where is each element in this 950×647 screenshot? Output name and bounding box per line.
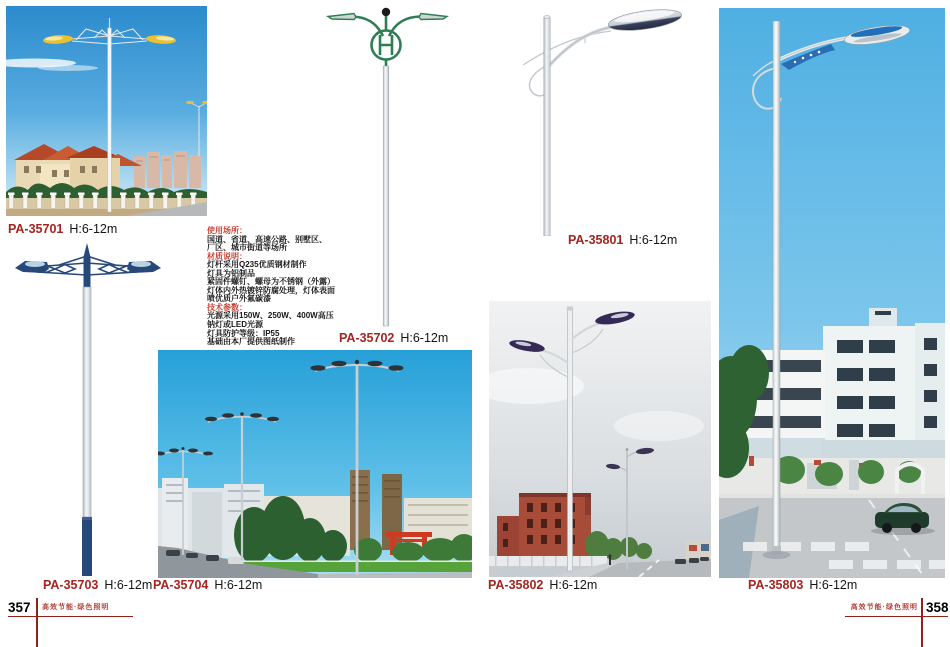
illustration-pa-35801: [505, 3, 695, 236]
footer-rule-right: [845, 616, 948, 617]
pole: [544, 17, 550, 236]
spec-line: 厂区、城市街道等场所: [207, 243, 287, 253]
page-number-right: 358: [926, 600, 949, 615]
streetlight-drawing-truss-arms: [13, 243, 163, 576]
spec-line: 钠灯或LED光源: [207, 320, 263, 330]
street-scene-tall: [719, 8, 945, 578]
spec-line: 灯体内外热镀锌防腐处理，灯体表面: [207, 285, 335, 295]
photo-pa-35701: [6, 6, 207, 216]
footer-divider-right: [921, 598, 923, 647]
caption-pa-35703: [43, 578, 152, 592]
pole: [383, 66, 389, 326]
pole-base: [82, 517, 92, 576]
illustration-pa-35703: [13, 243, 163, 576]
spec-line: 国道、省道、高速公路、别墅区、: [207, 234, 327, 244]
pole: [773, 21, 780, 551]
spec-line: 灯具为铝制品: [207, 268, 255, 278]
product-height: H:6-12m: [809, 578, 858, 592]
street-scene-hazy: [489, 301, 711, 577]
photo-pa-35802: [489, 301, 711, 577]
caption-pa-35704: [153, 578, 262, 592]
footer-rule-left: [8, 616, 133, 617]
product-code: PA-35801: [568, 233, 624, 247]
spec-line: 基础由本厂提供图纸制作: [207, 337, 295, 347]
spec-line: 光源采用150W、250W、400W高压: [207, 311, 334, 321]
caption-pa-35701: [8, 222, 117, 236]
product-code: PA-35802: [488, 578, 544, 592]
caption-pa-35803: [748, 578, 857, 592]
spec-line: 灯具防护等级：IP55: [207, 328, 280, 338]
street-scene-villas: [6, 6, 207, 216]
green-arms: [352, 16, 420, 66]
decorative-curves: [523, 31, 611, 96]
distant-towers: [134, 151, 201, 188]
product-height: H:6-12m: [549, 578, 598, 592]
lamp-head: [607, 6, 683, 34]
product-code: PA-35803: [748, 578, 804, 592]
product-code: PA-35701: [8, 222, 64, 236]
spec-line: 灯杆采用Q235优质钢材制作: [207, 260, 307, 270]
caption-pa-35801: [568, 233, 677, 247]
photo-pa-35803: [719, 8, 945, 578]
spec-line: 喷优质户外氟碳漆: [207, 294, 271, 304]
product-code: PA-35703: [43, 578, 99, 592]
footer-slogan-left: 高效节能·绿色照明: [42, 604, 110, 611]
spec-usage-title: 使用场所：: [207, 226, 247, 235]
product-height: H:6-12m: [69, 222, 118, 236]
product-height: H:6-12m: [629, 233, 678, 247]
footer-divider-left: [36, 598, 38, 647]
product-height: H:6-12m: [214, 578, 263, 592]
page-number-left: 357: [8, 600, 31, 615]
spec-line: 紧固件螺钉、螺母为不锈钢（外露）: [207, 277, 335, 287]
product-code: PA-35702: [339, 331, 395, 345]
spec-material-title: 材质说明：: [207, 251, 247, 261]
finial-spike: [84, 243, 91, 257]
product-height: H:6-12m: [400, 331, 449, 345]
footer-slogan-right: 高效节能·绿色照明: [850, 604, 918, 611]
finial-ball: [382, 8, 390, 16]
caption-pa-35802: [488, 578, 597, 592]
street-scene-avenue: [158, 350, 472, 578]
streetlight-drawing-single-arm: [505, 3, 695, 236]
spec-tech-title: 技术参数：: [207, 302, 247, 312]
product-code: PA-35704: [153, 578, 209, 592]
photo-pa-35704: [158, 350, 472, 578]
caption-pa-35702: [339, 331, 448, 345]
product-height: H:6-12m: [104, 578, 153, 592]
spec-text-block: [207, 227, 349, 347]
pole: [83, 287, 91, 517]
